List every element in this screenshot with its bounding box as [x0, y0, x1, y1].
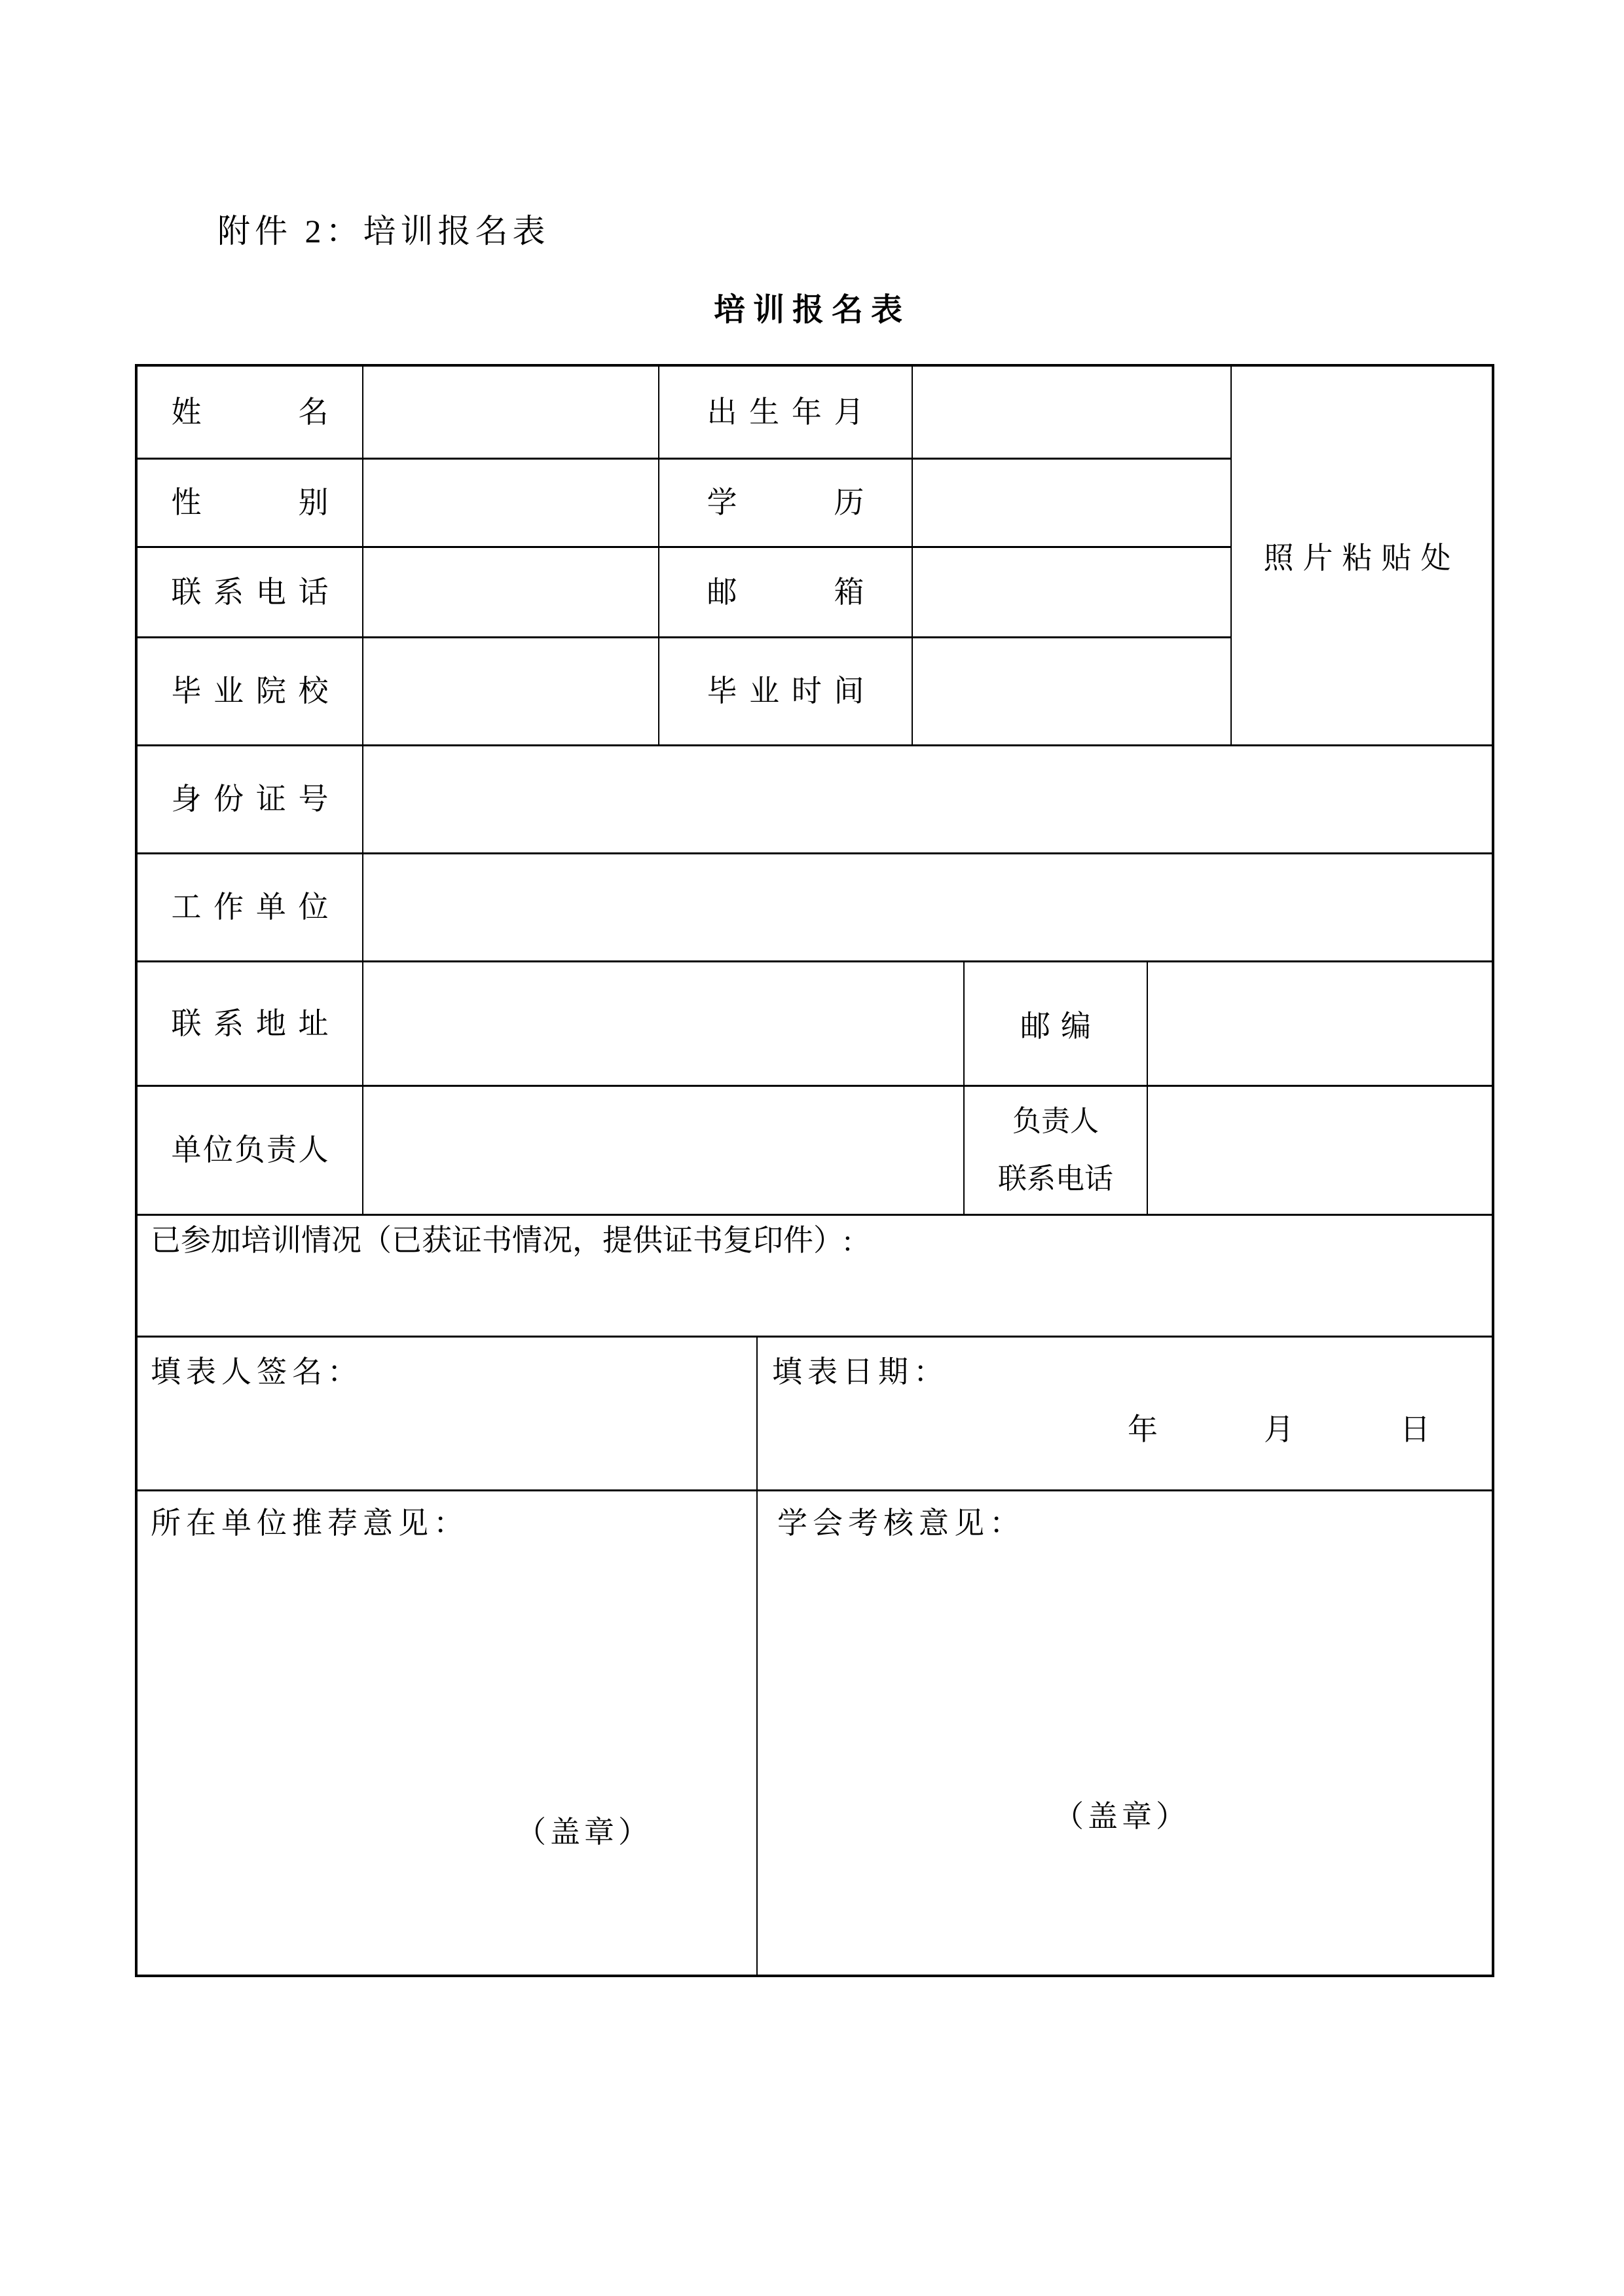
table-row — [138, 1491, 1492, 1975]
graduation-time-value-cell[interactable] — [913, 638, 1232, 744]
education-value-cell[interactable] — [913, 460, 1232, 546]
attachment-title: 附件 2：培训报名表 — [217, 213, 550, 249]
birth-date-value-cell[interactable] — [913, 367, 1232, 458]
id-number-label: 身份证号 — [171, 782, 329, 816]
table-row — [138, 1338, 1492, 1491]
name-value-cell[interactable] — [363, 367, 659, 458]
email-value-cell[interactable] — [913, 548, 1232, 636]
fill-date-cell[interactable] — [758, 1338, 1492, 1489]
form-title: 培训报名表 — [713, 293, 910, 327]
phone-label-cell — [138, 548, 363, 636]
basic-info-grid — [138, 367, 1232, 744]
unit-seal-placeholder: （盖章） — [516, 1815, 652, 1849]
graduation-time-label-cell — [659, 638, 913, 744]
postal-code-value-cell[interactable] — [1148, 962, 1492, 1085]
graduation-time-label: 毕业时间 — [707, 674, 864, 708]
training-history-label: 已参加培训情况（已获证书情况，提供证书复印件）: — [151, 1224, 852, 1257]
gender-label-cell — [138, 460, 363, 546]
unit-opinion-label: 所在单位推荐意见： — [151, 1506, 469, 1540]
id-number-label-cell — [138, 746, 363, 852]
school-value-cell[interactable] — [363, 638, 659, 744]
table-row — [138, 854, 1492, 962]
training-history-cell[interactable] — [138, 1216, 1492, 1338]
school-label: 毕业院校 — [171, 674, 329, 708]
phone-label: 联系电话 — [171, 575, 329, 609]
unit-head-label-cell — [138, 1087, 363, 1214]
date-placeholder: 年 月 日 — [1128, 1413, 1434, 1446]
gender-value-cell[interactable] — [363, 460, 659, 546]
postal-code-label-cell — [965, 962, 1148, 1085]
work-unit-value-cell[interactable] — [363, 854, 1492, 960]
registration-table — [135, 364, 1494, 1977]
table-row — [138, 638, 1232, 744]
name-label: 姓名 — [171, 395, 329, 429]
school-label-cell — [138, 638, 363, 744]
society-opinion-label: 学会考核意见： — [777, 1506, 1025, 1540]
basic-info-section — [138, 367, 1492, 746]
phone-value-cell[interactable] — [363, 548, 659, 636]
unit-head-value-cell[interactable] — [363, 1087, 965, 1214]
unit-head-phone-label-line2: 联系电话 — [998, 1163, 1113, 1195]
postal-code-label: 邮编 — [1020, 1009, 1101, 1043]
address-value-cell[interactable] — [363, 962, 965, 1085]
unit-opinion-cell[interactable] — [138, 1491, 758, 1975]
table-row — [138, 1087, 1492, 1216]
birth-date-label: 出生年月 — [707, 395, 864, 429]
education-label: 学历 — [707, 486, 864, 520]
id-number-value-cell[interactable] — [363, 746, 1492, 852]
table-row — [138, 548, 1232, 638]
table-row — [138, 367, 1232, 460]
unit-head-phone-label-line1: 负责人 — [1012, 1105, 1099, 1137]
table-row — [138, 746, 1492, 854]
table-row — [138, 962, 1492, 1087]
signature-label: 填表人签名： — [151, 1355, 363, 1389]
unit-head-phone-label-cell — [965, 1087, 1148, 1214]
name-label-cell — [138, 367, 363, 458]
society-opinion-cell[interactable] — [758, 1491, 1492, 1975]
unit-head-label: 单位负责人 — [171, 1133, 329, 1167]
address-label: 联系地址 — [171, 1006, 329, 1040]
table-row — [138, 460, 1232, 548]
unit-head-phone-value-cell[interactable] — [1148, 1087, 1492, 1214]
birth-date-label-cell — [659, 367, 913, 458]
society-seal-placeholder: （盖章） — [1054, 1800, 1190, 1833]
work-unit-label-cell — [138, 854, 363, 960]
work-unit-label: 工作单位 — [171, 890, 329, 924]
signature-cell[interactable] — [138, 1338, 758, 1489]
email-label-cell — [659, 548, 913, 636]
address-label-cell — [138, 962, 363, 1085]
education-label-cell — [659, 460, 913, 546]
fill-date-label: 填表日期： — [772, 1355, 949, 1389]
photo-paste-area[interactable]: 照片粘贴处 — [1263, 541, 1460, 575]
gender-label: 性别 — [171, 486, 329, 520]
email-label: 邮箱 — [707, 575, 864, 609]
